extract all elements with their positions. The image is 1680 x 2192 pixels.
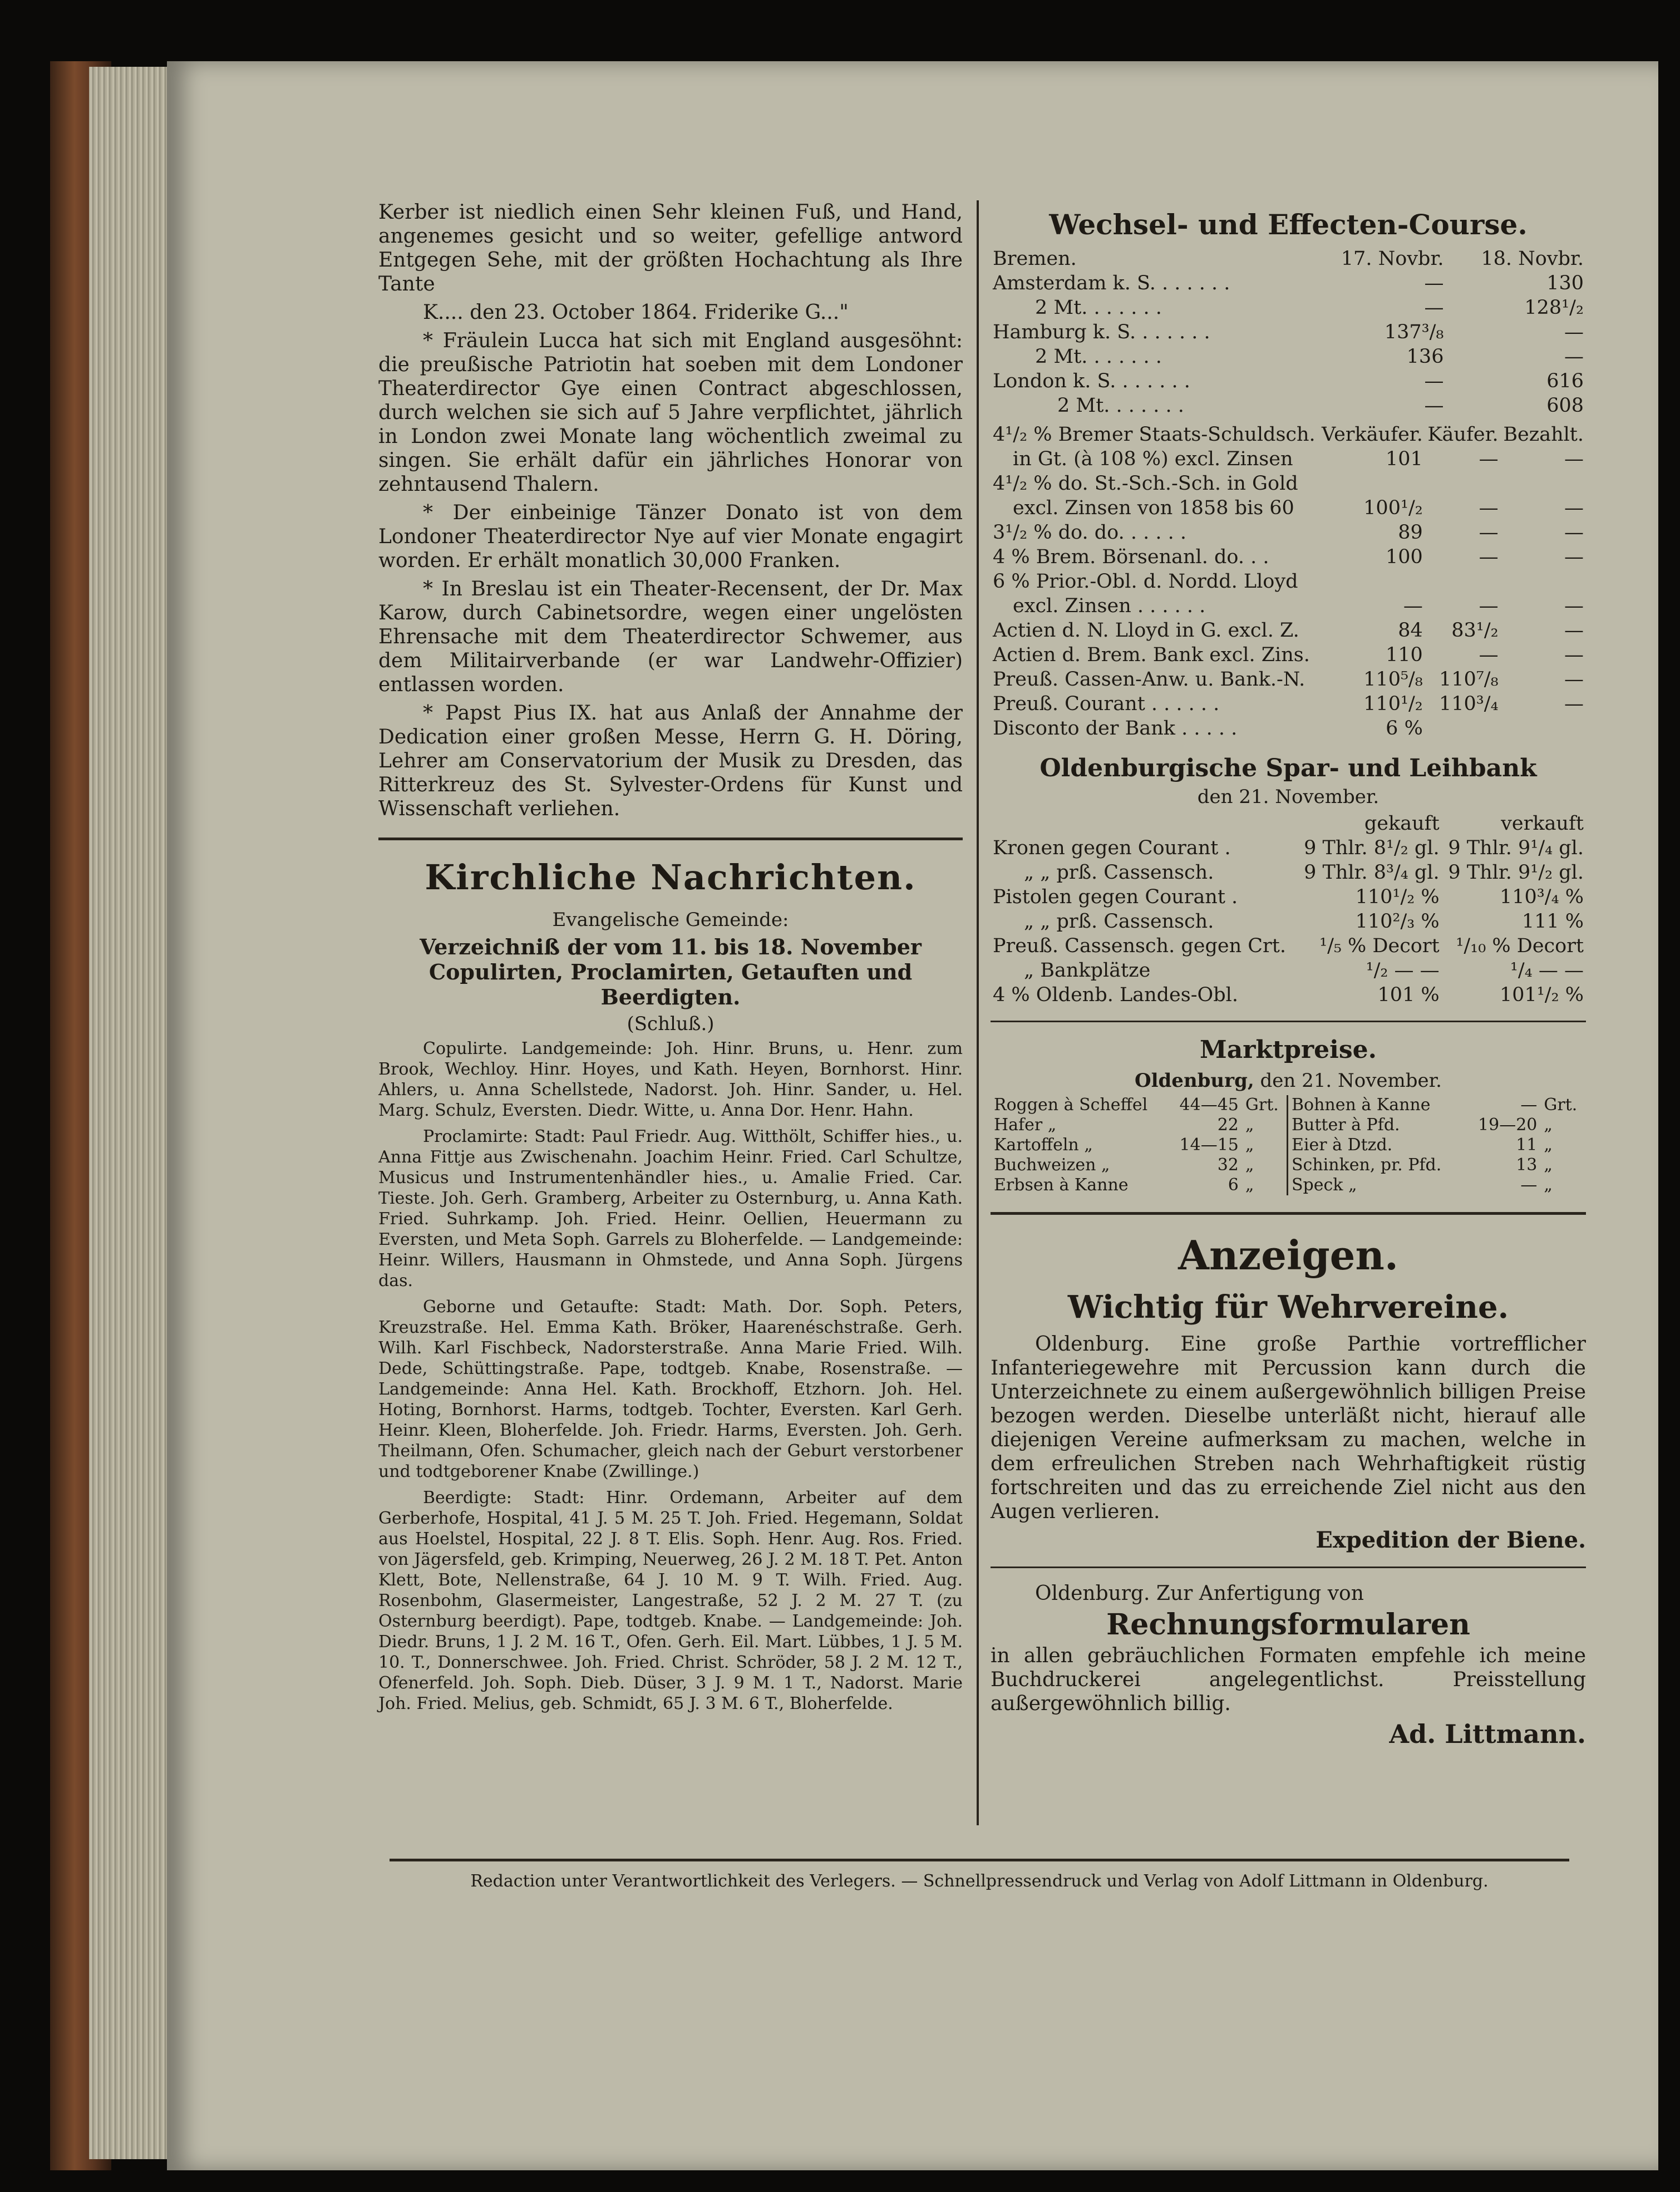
- row-value: —: [1564, 693, 1584, 715]
- row-value: —: [1564, 448, 1584, 470]
- row-value: 44—45: [1179, 1095, 1239, 1115]
- table-row: [991, 836, 1586, 860]
- row-label: 4¹/₂ % do. St.-Sch.-Sch. in Gold: [993, 472, 1298, 495]
- row-value: [1319, 471, 1425, 496]
- table-row: [991, 447, 1586, 471]
- row-value: —: [1424, 370, 1444, 392]
- table-row: [1288, 1175, 1586, 1195]
- row-value: 128¹/₂: [1524, 297, 1584, 319]
- table-row: [991, 1095, 1288, 1115]
- row-value: 100: [1386, 546, 1423, 568]
- exchange-title: Wechsel- und Effecten-Course.: [1049, 208, 1528, 241]
- row-value: 110³/₄: [1438, 693, 1499, 715]
- row-label: Preuß. Courant . . . . . .: [993, 693, 1220, 715]
- market-table: [991, 1095, 1586, 1195]
- row-value: [1425, 569, 1501, 594]
- ad-forms-intro: Oldenburg. Zur Anfertigung von: [1035, 1582, 1364, 1605]
- row-label: Bohnen à Kanne: [1292, 1095, 1431, 1115]
- row-value: 9 Thlr. 8³/₄ gl.: [1304, 861, 1440, 884]
- row-label: Butter à Pfd.: [1292, 1115, 1400, 1135]
- row-value: 11: [1516, 1135, 1538, 1155]
- section-rule: [378, 838, 963, 840]
- row-label: excl. Zinsen . . . . . .: [1013, 595, 1206, 617]
- row-value: 100¹/₂: [1363, 497, 1423, 519]
- row-value: —: [1564, 346, 1584, 368]
- row-unit: Grt.: [1245, 1095, 1279, 1115]
- row-label: Actien d. N. Lloyd in G. excl. Z.: [993, 619, 1299, 642]
- row-label: Hafer „: [994, 1115, 1057, 1135]
- row-value: —: [1520, 1095, 1538, 1115]
- row-label: in Gt. (à 108 %) excl. Zinsen: [1013, 448, 1293, 470]
- row-value: 14—15: [1179, 1135, 1239, 1155]
- row-value: —: [1403, 595, 1423, 617]
- news-item-donato: * Der einbeinige Tänzer Donato ist von dem Londoner Theaterdirector Nye auf vier Monate engagirt worden. Er erhält monatlich 30,000 Franken.: [378, 501, 963, 572]
- row-value: 130: [1546, 272, 1584, 294]
- bank-header-row: [991, 811, 1586, 836]
- table-row: [991, 1135, 1288, 1155]
- row-value: ¹/₅ % Decort: [1319, 935, 1440, 957]
- row-value: —: [1564, 644, 1584, 666]
- row-value: —: [1479, 448, 1499, 470]
- row-value: 110¹/₂: [1363, 693, 1423, 715]
- ad-forms-headline: Rechnungsformularen: [1106, 1608, 1470, 1642]
- row-value: —: [1564, 619, 1584, 642]
- row-label: Erbsen à Kanne: [994, 1175, 1129, 1195]
- row-value: —: [1520, 1175, 1538, 1195]
- row-value: —: [1564, 546, 1584, 568]
- exchange-place: Bremen.: [993, 248, 1077, 270]
- section-rule: [991, 1021, 1586, 1022]
- exchange-date-1: 17. Novbr.: [1341, 248, 1444, 270]
- row-unit: „: [1245, 1115, 1254, 1135]
- row-unit: „: [1544, 1155, 1553, 1175]
- row-value: 616: [1546, 370, 1584, 392]
- row-value: 110¹/₂ %: [1355, 886, 1440, 908]
- row-value: [1319, 569, 1425, 594]
- row-value: —: [1564, 595, 1584, 617]
- row-label: Buchweizen „: [994, 1155, 1110, 1175]
- church-news-title: Kirchliche Nachrichten.: [425, 857, 917, 898]
- row-value: —: [1479, 497, 1499, 519]
- row-label: Actien d. Brem. Bank excl. Zins.: [993, 644, 1310, 666]
- imprint-footer: Redaction unter Verantwortlichkeit des Verlegers. — Schnellpressendruck und Verlag von Adolf Littmann in Oldenburg.: [390, 1859, 1569, 1891]
- table-row: [991, 545, 1586, 569]
- table-row: [991, 496, 1586, 520]
- row-value: 9 Thlr. 9¹/₂ gl.: [1448, 861, 1584, 884]
- row-label: „ „ prß. Cassensch.: [1024, 910, 1214, 933]
- row-value: —: [1564, 321, 1584, 343]
- col-sold: verkauft: [1501, 812, 1584, 835]
- right-column: [991, 200, 1586, 1749]
- row-value: —: [1424, 297, 1444, 319]
- table-row: [991, 860, 1586, 885]
- table-row: [991, 369, 1586, 393]
- row-value: 136: [1406, 346, 1444, 368]
- table-row: [991, 692, 1586, 716]
- row-label: Disconto der Bank . . . . .: [993, 717, 1238, 740]
- col-paid: Bezahlt.: [1503, 423, 1584, 446]
- news-item-pius: * Papst Pius IX. hat aus Anlaß der Annahme der Dedication einer großen Messe, Herrn G. H. Döring, Lehrer am Conservatorium der Musik zu Dresden, das Ritterkreuz des St. Sylvester-Ordens für Kunst und Wissenschaft verliehen.: [378, 702, 963, 820]
- table-row: [991, 618, 1586, 643]
- table-row: [991, 271, 1586, 295]
- row-value: 6 %: [1386, 717, 1423, 740]
- row-value: 111 %: [1521, 910, 1584, 933]
- exchange-header-row: [991, 247, 1586, 271]
- row-value: ¹/₂ — —: [1366, 959, 1440, 982]
- row-value: —: [1479, 644, 1499, 666]
- table-row: [991, 344, 1586, 369]
- row-unit: „: [1544, 1175, 1553, 1195]
- table-row: [991, 934, 1586, 958]
- market-dateline: [991, 1070, 1586, 1092]
- row-value: ¹/₄ — —: [1510, 959, 1584, 982]
- table-row: [991, 569, 1586, 594]
- row-value: 101 %: [1377, 984, 1440, 1006]
- row-value: 110²/₃ %: [1355, 910, 1440, 933]
- church-entry-getaufte: Geborne und Getaufte: Stadt: Math. Dor. Soph. Peters, Kreuzstraße. Hel. Emma Kath. Bröker, Haarenéschstraße. Gerh. Wilh. Karl Fischbeck, Nadorsterstraße. Anna Marie Fried. Wilh. Dede, Schüttingstraße. Pape, todtgeb. Knabe, Rosenstraße. — Landgemeinde: Anna Hel. Kath. Brockhoff, Etzhorn. Joh. Hel. Hoting, Bornhorst. Harms, todtgeb. Tochter, Eversten. Karl Gerh. Heinr. Kleen, Bloherfelde. Joh. Friedr. Harms, Eversten. Joh. Gerh. Theilmann, Ofen. Schumacher, gleich nach der Geburt verstorbener und todtgeborener Knabe (Zwillinge.): [378, 1297, 963, 1481]
- ad-forms-signature: Ad. Littmann.: [1389, 1719, 1586, 1749]
- table-row: [991, 958, 1586, 983]
- row-value: 9 Thlr. 8¹/₂ gl.: [1304, 837, 1440, 859]
- letter-text: Kerber ist niedlich einen Sehr kleinen Fuß, und Hand, angenemes gesicht und so weiter, gefellige antword Entgegen Sehe, mit der größten Hochachtung als Ihre Tante: [378, 201, 963, 295]
- col-seller: Verkäufer.: [1322, 423, 1423, 446]
- market-title: Marktpreise.: [1200, 1036, 1377, 1064]
- row-label: Kronen gegen Courant .: [993, 837, 1231, 859]
- ads-title: Anzeigen.: [1178, 1232, 1398, 1279]
- row-unit: „: [1245, 1135, 1254, 1155]
- row-label: 4 % Brem. Börsenanl. do. . .: [993, 546, 1269, 568]
- row-value: 32: [1217, 1155, 1239, 1175]
- row-value: 110⁵/₈: [1363, 668, 1423, 691]
- row-value: —: [1564, 668, 1584, 691]
- row-value: 110⁷/₈: [1438, 668, 1499, 691]
- table-row: [991, 983, 1586, 1007]
- row-value: 608: [1546, 395, 1584, 417]
- row-label: 2 Mt. . . . . . .: [1057, 395, 1184, 417]
- bank-title: Oldenburgische Spar- und Leihbank: [1039, 754, 1537, 782]
- row-label: 4 % Oldenb. Landes-Obl.: [993, 984, 1238, 1006]
- row-value: 89: [1398, 521, 1423, 544]
- row-label: 2 Mt. . . . . . .: [1035, 297, 1162, 319]
- row-label: Schinken, pr. Pfd.: [1292, 1155, 1442, 1175]
- exchange-date-2: 18. Novbr.: [1481, 248, 1584, 270]
- section-rule: [991, 1212, 1586, 1215]
- row-label: Amsterdam k. S. . . . . . .: [993, 272, 1230, 294]
- table-row: [991, 885, 1586, 909]
- row-unit: „: [1544, 1115, 1553, 1135]
- ad-weapons-text: Oldenburg. Eine große Parthie vortrefflicher Infanteriegewehre mit Percussion kann durch die Unterzeichnete zu einem außergewöhnlich billigen Preise bezogen werden. Dieselbe unterläßt nicht, hierauf alle diejenigen Vereine aufmerksam zu machen, welche in dem erfreulichen Streben nach Wehrhaftigkeit rüstig fortschreiten und das zu erreichende Ziel nicht aus den Augen verlieren.: [991, 1333, 1586, 1523]
- securities-first-item: 4¹/₂ % Bremer Staats-Schuldsch.: [993, 423, 1316, 446]
- row-value: —: [1424, 395, 1444, 417]
- row-value: 84: [1398, 619, 1423, 642]
- row-value: —: [1564, 521, 1584, 544]
- row-label: excl. Zinsen von 1858 bis 60: [1013, 497, 1294, 519]
- news-item-lucca: * Fräulein Lucca hat sich mit England ausgesöhnt: die preußische Patriotin hat soeben mit dem Londoner Theaterdirector Gye einen Contract abgeschlossen, durch welchen sie sich auf 5 Jahre verpflichtet, jährlich in London zwei Monate lang wöchentlich zweimal zu singen. Sie erhält dafür ein jährliches Honorar von zehntausend Thalern.: [378, 329, 963, 496]
- column-divider: [977, 200, 979, 1825]
- row-value: —: [1479, 595, 1499, 617]
- letter-signoff: K.... den 23. October 1864. Friderike G...": [423, 301, 849, 324]
- col-bought: gekauft: [1364, 812, 1440, 835]
- table-row: [1288, 1155, 1586, 1175]
- row-value: 83¹/₂: [1451, 619, 1499, 642]
- table-row: [991, 594, 1586, 618]
- church-list-note: (Schluß.): [627, 1013, 715, 1035]
- section-rule: [991, 1567, 1586, 1568]
- church-entry-proclamirte: Proclamirte: Stadt: Paul Friedr. Aug. Witthölt, Schiffer hies., u. Anna Fittje aus Zwischenahn. Joachim Heinr. Fried. Carl Schultze, Musicus und Instrumentenhändler hies., u. Amalie Fried. Car. Tieste. Joh. Gerh. Gramberg, Arbeiter zu Osternburg, u. Anna Kath. Fried. Suhrkamp. Joh. Fried. Heinr. Oellien, Heuermann zu Eversten, und Meta Soph. Garrels zu Bloherfelde. — Landgemeinde: Heinr. Willers, Hausmann in Ohmstede, und Anna Soph. Jürgens das.: [378, 1127, 963, 1290]
- row-label: „ „ prß. Cassensch.: [1024, 861, 1214, 884]
- table-row: [991, 471, 1586, 496]
- table-row: [991, 1175, 1288, 1195]
- table-row: [991, 667, 1586, 692]
- market-place: Oldenburg,: [1135, 1070, 1254, 1092]
- row-unit: „: [1245, 1155, 1254, 1175]
- row-label: 3¹/₂ % do. do. . . . . .: [993, 521, 1186, 544]
- row-unit: „: [1245, 1175, 1254, 1195]
- church-community: Evangelische Gemeinde:: [552, 909, 789, 931]
- ad-weapons-headline: Wichtig für Wehrvereine.: [1067, 1289, 1509, 1326]
- row-value: —: [1479, 521, 1499, 544]
- securities-header-row: [991, 422, 1586, 447]
- church-entry-copulirte: Copulirte. Landgemeinde: Joh. Hinr. Bruns, u. Henr. zum Brook, Wechloy. Hinr. Hoyes, und Kath. Heyen, Bornhorst. Hinr. Ahlers, u. Anna Schellstede, Nadorst. Joh. Hinr. Sander, u. Hel. Marg. Schulz, Eversten. Diedr. Witte, u. Anna Dor. Henr. Hahn.: [378, 1039, 963, 1120]
- row-label: 2 Mt. . . . . . .: [1035, 346, 1162, 368]
- table-row: [991, 393, 1586, 418]
- table-row: [991, 1155, 1288, 1175]
- row-label: Kartoffeln „: [994, 1135, 1093, 1155]
- row-value: 101: [1386, 448, 1423, 470]
- table-row: [991, 909, 1586, 934]
- exchange-table: [991, 247, 1586, 418]
- row-value: [1425, 716, 1501, 741]
- table-row: [1288, 1135, 1586, 1155]
- row-value: 6: [1228, 1175, 1239, 1195]
- row-label: Roggen à Scheffel: [994, 1095, 1148, 1115]
- table-row: [991, 320, 1586, 344]
- row-unit: „: [1544, 1135, 1553, 1155]
- row-value: 9 Thlr. 9¹/₄ gl.: [1448, 837, 1584, 859]
- table-row: [991, 1115, 1288, 1135]
- ad-forms-text: in allen gebräuchlichen Formaten empfehle ich meine Buchdruckerei angelegentlichst. Preisstellung außergewöhnlich billig.: [991, 1644, 1586, 1715]
- row-label: Hamburg k. S. . . . . . .: [993, 321, 1210, 343]
- row-value: 22: [1217, 1115, 1239, 1135]
- left-column: [378, 200, 963, 1714]
- church-list-title: Verzeichniß der vom 11. bis 18. November Copulirten, Proclamirten, Getauften und Beerdigten.: [420, 934, 922, 1009]
- row-value: 19—20: [1478, 1115, 1538, 1135]
- col-buyer: Käufer.: [1427, 423, 1499, 446]
- row-value: ¹/₁₀ % Decort: [1456, 935, 1584, 957]
- row-value: [1501, 716, 1586, 741]
- row-label: Speck „: [1292, 1175, 1357, 1195]
- row-value: [1501, 471, 1586, 496]
- securities-table: [991, 422, 1586, 741]
- table-row: [1288, 1115, 1586, 1135]
- row-unit: Grt.: [1544, 1095, 1578, 1115]
- bank-table: [991, 811, 1586, 1007]
- market-table-right: [1288, 1095, 1586, 1195]
- row-label: London k. S. . . . . . .: [993, 370, 1190, 392]
- row-label: Pistolen gegen Courant .: [993, 886, 1238, 908]
- row-label: Preuß. Cassensch. gegen Crt.: [993, 935, 1286, 957]
- table-row: [991, 520, 1586, 545]
- church-entry-beerdigte: Beerdigte: Stadt: Hinr. Ordemann, Arbeiter auf dem Gerberhofe, Hospital, 41 J. 5 M. 25 T. Joh. Fried. Hegemann, Soldat aus Hoelstel, Hospital, 22 J. 8 T. Elis. Soph. Henr. Aug. Ros. Fried. von Jägersfeld, geb. Krimping, Neuerweg, 26 J. 2 M. 18 T. Pet. Anton Klett, Bote, Nellenstraße, 64 J. 10 M. 9 T. Wilh. Fried. Aug. Rosenbohm, Glasermeister, Langestraße, 52 J. 2 M. 27 T. (zu Osternburg beerdigt). Pape, todtgeb. Knabe. — Landgemeinde: Joh. Diedr. Bruns, 1 J. 2 M. 16 T., Ofen. Gerh. Eil. Mart. Lübbes, 1 J. 5 M. 10. T., Donnerschwee. Joh. Fried. Christ. Schröder, 58 J. 2 M. 12 T., Ofenerfeld. Joh. Soph. Dieb. Düser, 3 J. 9 M. 1 T., Nadorst. Marie Joh. Fried. Melius, geb. Schmidt, 65 J. 3 M. 6 T., Bloherfelde.: [378, 1488, 963, 1713]
- bank-date: den 21. November.: [1197, 786, 1380, 808]
- row-value: [1425, 471, 1501, 496]
- row-value: —: [1564, 497, 1584, 519]
- row-label: Preuß. Cassen-Anw. u. Bank.-N.: [993, 668, 1305, 691]
- market-date: den 21. November.: [1260, 1070, 1442, 1092]
- row-label: Eier à Dtzd.: [1292, 1135, 1393, 1155]
- row-value: 110³/₄ %: [1499, 886, 1584, 908]
- row-label: „ Bankplätze: [1024, 959, 1151, 982]
- ad-weapons-signature: Expedition der Biene.: [1316, 1527, 1586, 1553]
- row-label: 6 % Prior.-Obl. d. Nordd. Lloyd: [993, 570, 1298, 593]
- market-table-left: [991, 1095, 1288, 1195]
- table-row: [991, 643, 1586, 667]
- row-value: 137³/₈: [1384, 321, 1444, 343]
- table-row: [991, 716, 1586, 741]
- table-row: [1288, 1095, 1586, 1115]
- table-row: [991, 295, 1586, 320]
- row-value: [1501, 569, 1586, 594]
- row-value: —: [1424, 272, 1444, 294]
- row-value: —: [1479, 546, 1499, 568]
- row-value: 13: [1516, 1155, 1538, 1175]
- row-value: 110: [1386, 644, 1423, 666]
- row-value: 101¹/₂ %: [1499, 984, 1584, 1006]
- news-item-breslau: * In Breslau ist ein Theater-Recensent, der Dr. Max Karow, durch Cabinetsordre, wegen einer ungelösten Ehrensache mit dem Theaterdirector Schwemer, aus dem Militairverbande (er war Landwehr-Offizier) entlassen worden.: [378, 578, 963, 696]
